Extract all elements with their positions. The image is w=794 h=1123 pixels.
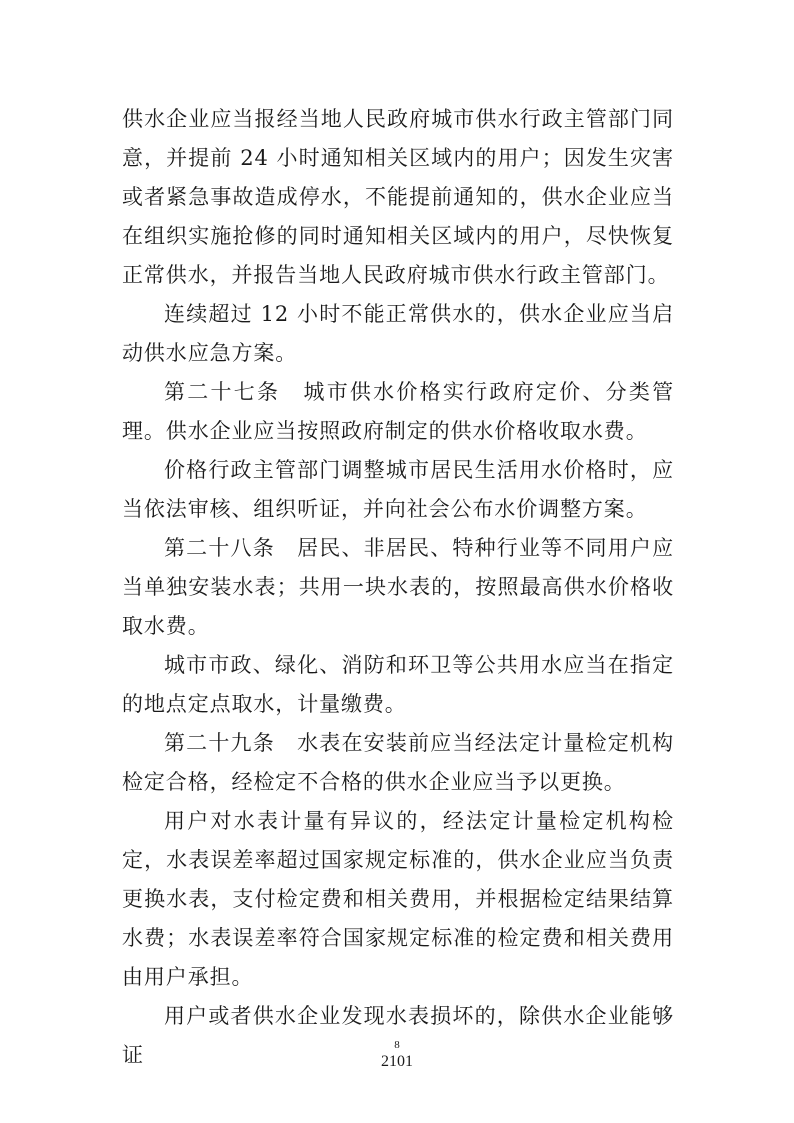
paragraph-meter-damage: 用户或者供水企业发现水表损坏的，除供水企业能够证: [122, 1004, 674, 1067]
article-27: 第二十七条 城市供水价格实行政府定价、分类管理。供水企业应当按照政府制定的供水价格收取水费。: [122, 380, 674, 443]
article-29: 第二十九条 水表在安装前应当经法定计量检定机构检定合格，经检定不合格的供水企业应当予以更换。: [122, 731, 674, 794]
page-code: 2101: [381, 1053, 413, 1070]
paragraph-public-water: 城市市政、绿化、消防和环卫等公共用水应当在指定的地点定点取水，计量缴费。: [122, 653, 674, 716]
paragraph-continuation: 供水企业应当报经当地人民政府城市供水行政主管部门同意，并提前 24 小时通知相关区域内的用户；因发生灾害或者紧急事故造成停水，不能提前通知的，供水企业应当在组织实施抢修的同时通知相关区域内的用户，尽快恢复正常供水，并报告当地人民政府城市供水行政主管部门。: [122, 107, 674, 287]
page-number: 8: [394, 1039, 400, 1051]
paragraph-emergency-plan: 连续超过 12 小时不能正常供水的，供水企业应当启动供水应急方案。: [122, 302, 674, 365]
body-text: [122, 100, 674, 1075]
article-28: 第二十八条 居民、非居民、特种行业等不同用户应当单独安装水表；共用一块水表的，按照最高供水价格收取水费。: [122, 536, 674, 638]
paragraph-price-adjustment: 价格行政主管部门调整城市居民生活用水价格时，应当依法审核、组织听证，并向社会公布水价调整方案。: [122, 458, 674, 521]
paragraph-meter-dispute: 用户对水表计量有异议的，经法定计量检定机构检定，水表误差率超过国家规定标准的，供水企业应当负责更换水表，支付检定费和相关费用，并根据检定结果结算水费；水表误差率符合国家规定标准的检定费和相关费用由用户承担。: [122, 809, 674, 989]
